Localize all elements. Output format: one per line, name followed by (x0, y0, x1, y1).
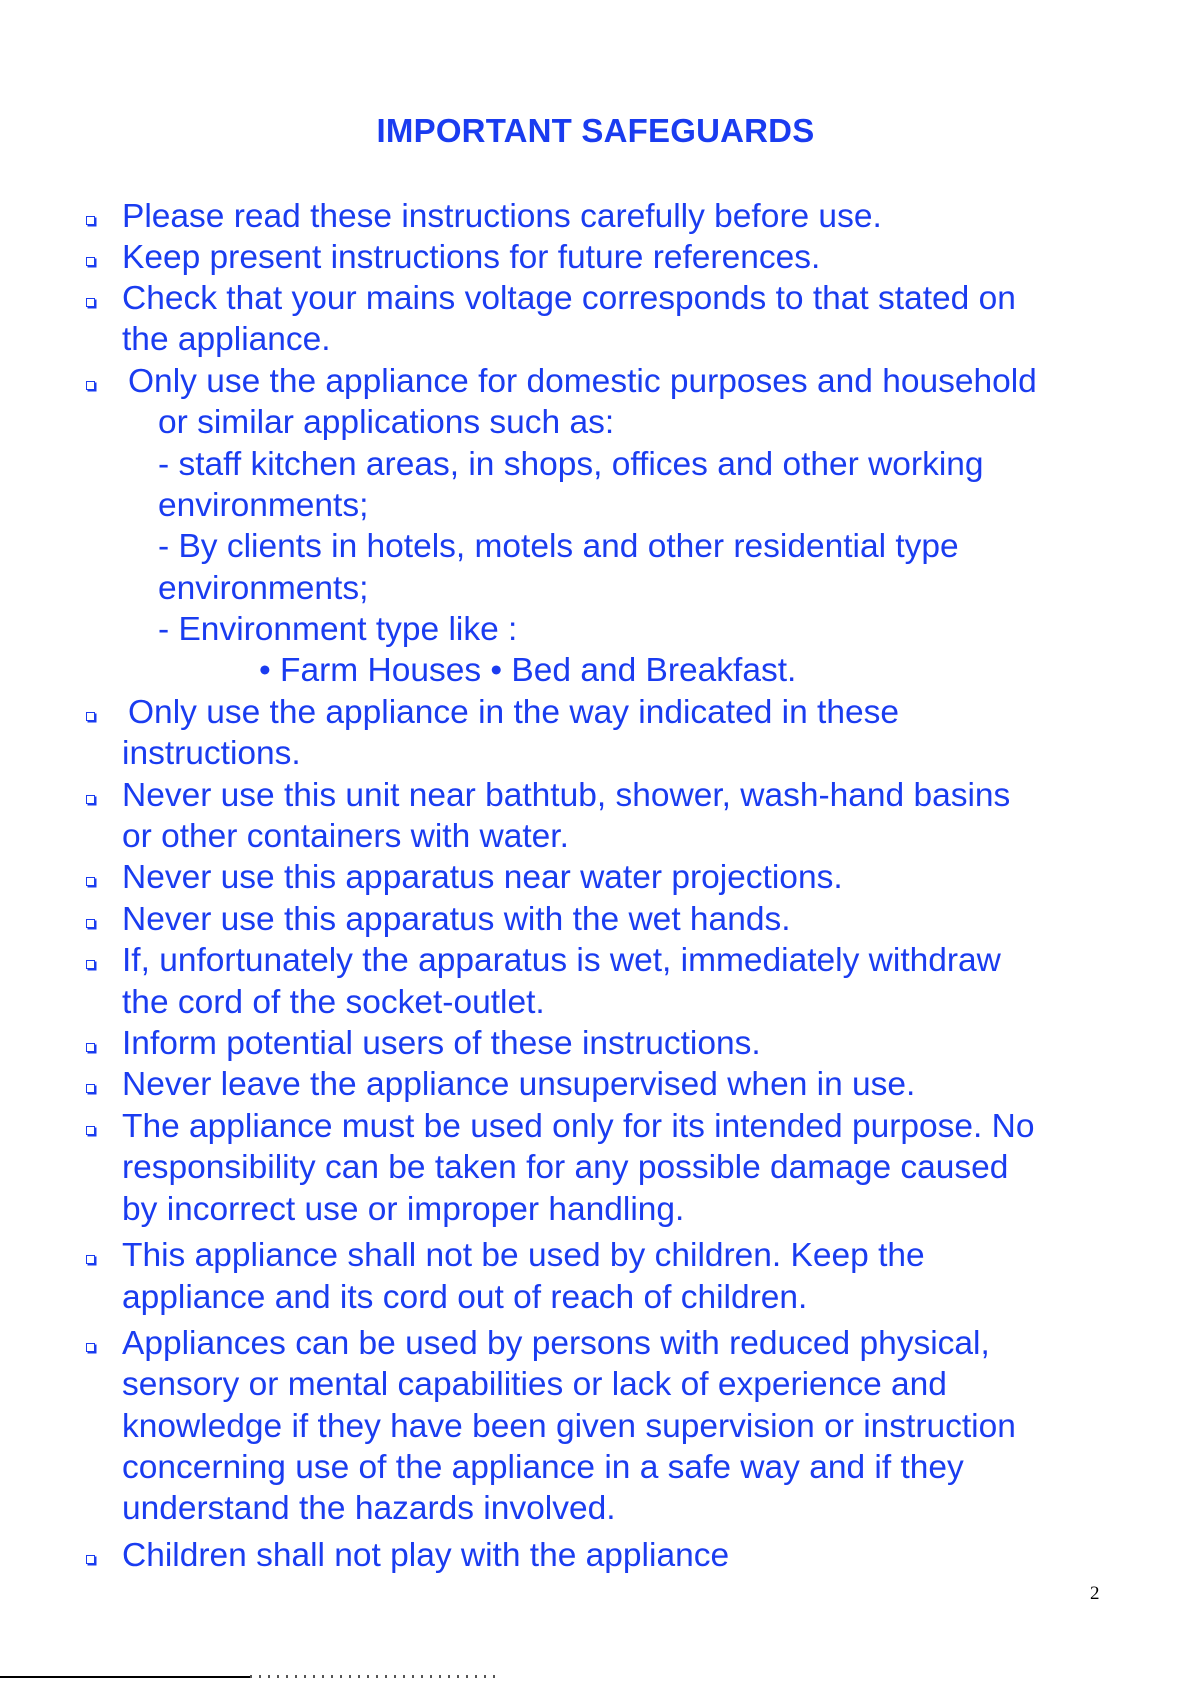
list-item: This appliance shall not be used by children. Keep the (122, 1237, 925, 1274)
hollow-square-bullet-icon (86, 298, 95, 307)
list-item-continuation: - By clients in hotels, motels and other residential type (158, 528, 959, 565)
footer-artifact (250, 1675, 500, 1678)
hollow-square-bullet-icon (86, 216, 95, 225)
list-item: Only use the appliance for domestic purposes and household (128, 363, 1037, 400)
list-item: The appliance must be used only for its intended purpose. No (122, 1108, 1035, 1145)
list-item: Never use this apparatus near water projections. (122, 859, 843, 896)
list-item-continuation: the appliance. (122, 321, 331, 358)
hollow-square-bullet-icon (86, 712, 95, 721)
list-item: Check that your mains voltage corresponds to that stated on (122, 280, 1016, 317)
list-item: Children shall not play with the appliance (122, 1537, 730, 1574)
list-item: Keep present instructions for future references. (122, 239, 821, 276)
hollow-square-bullet-icon (86, 1043, 95, 1052)
footer-rule (0, 1676, 250, 1678)
list-item: Never use this apparatus with the wet hands. (122, 901, 791, 938)
list-item: Inform potential users of these instructions. (122, 1025, 761, 1062)
hollow-square-bullet-icon (86, 1126, 95, 1135)
list-item: If, unfortunately the apparatus is wet, immediately withdraw (122, 942, 1001, 979)
hollow-square-bullet-icon (86, 919, 95, 928)
list-item: Never leave the appliance unsupervised when in use. (122, 1066, 916, 1103)
list-item-continuation: concerning use of the appliance in a safe way and if they (122, 1449, 964, 1486)
list-item-continuation: - Environment type like : (158, 611, 518, 648)
list-item-continuation: sensory or mental capabilities or lack of experience and (122, 1366, 947, 1403)
list-item: Never use this unit near bathtub, shower, wash-hand basins (122, 777, 1011, 814)
hollow-square-bullet-icon (86, 381, 95, 390)
list-item-continuation: environments; (158, 570, 369, 607)
hollow-square-bullet-icon (86, 877, 95, 886)
list-item-continuation: by incorrect use or improper handling. (122, 1191, 685, 1228)
list-item-continuation: or other containers with water. (122, 818, 569, 855)
list-item-continuation: the cord of the socket-outlet. (122, 984, 545, 1021)
list-item-continuation: instructions. (122, 735, 301, 772)
list-item-continuation: understand the hazards involved. (122, 1490, 616, 1527)
list-item-continuation: environments; (158, 487, 369, 524)
page-title: IMPORTANT SAFEGUARDS (376, 112, 815, 149)
list-item-continuation: responsibility can be taken for any possible damage caused (122, 1149, 1009, 1186)
hollow-square-bullet-icon (86, 1343, 95, 1352)
page-number: 2 (1090, 1583, 1100, 1604)
list-item-continuation: or similar applications such as: (158, 404, 615, 441)
list-item: Only use the appliance in the way indicated in these (128, 694, 899, 731)
list-item: Appliances can be used by persons with reduced physical, (122, 1325, 990, 1362)
hollow-square-bullet-icon (86, 795, 95, 804)
hollow-square-bullet-icon (86, 1555, 95, 1564)
list-item-continuation: knowledge if they have been given supervision or instruction (122, 1408, 1016, 1445)
hollow-square-bullet-icon (86, 1084, 95, 1093)
hollow-square-bullet-icon (86, 960, 95, 969)
hollow-square-bullet-icon (86, 257, 95, 266)
list-item: Please read these instructions carefully before use. (122, 198, 882, 235)
list-item-continuation: - staff kitchen areas, in shops, offices and other working (158, 446, 984, 483)
hollow-square-bullet-icon (86, 1255, 95, 1264)
list-item-continuation: • Farm Houses • Bed and Breakfast. (259, 652, 797, 689)
list-item-continuation: appliance and its cord out of reach of children. (122, 1279, 808, 1316)
